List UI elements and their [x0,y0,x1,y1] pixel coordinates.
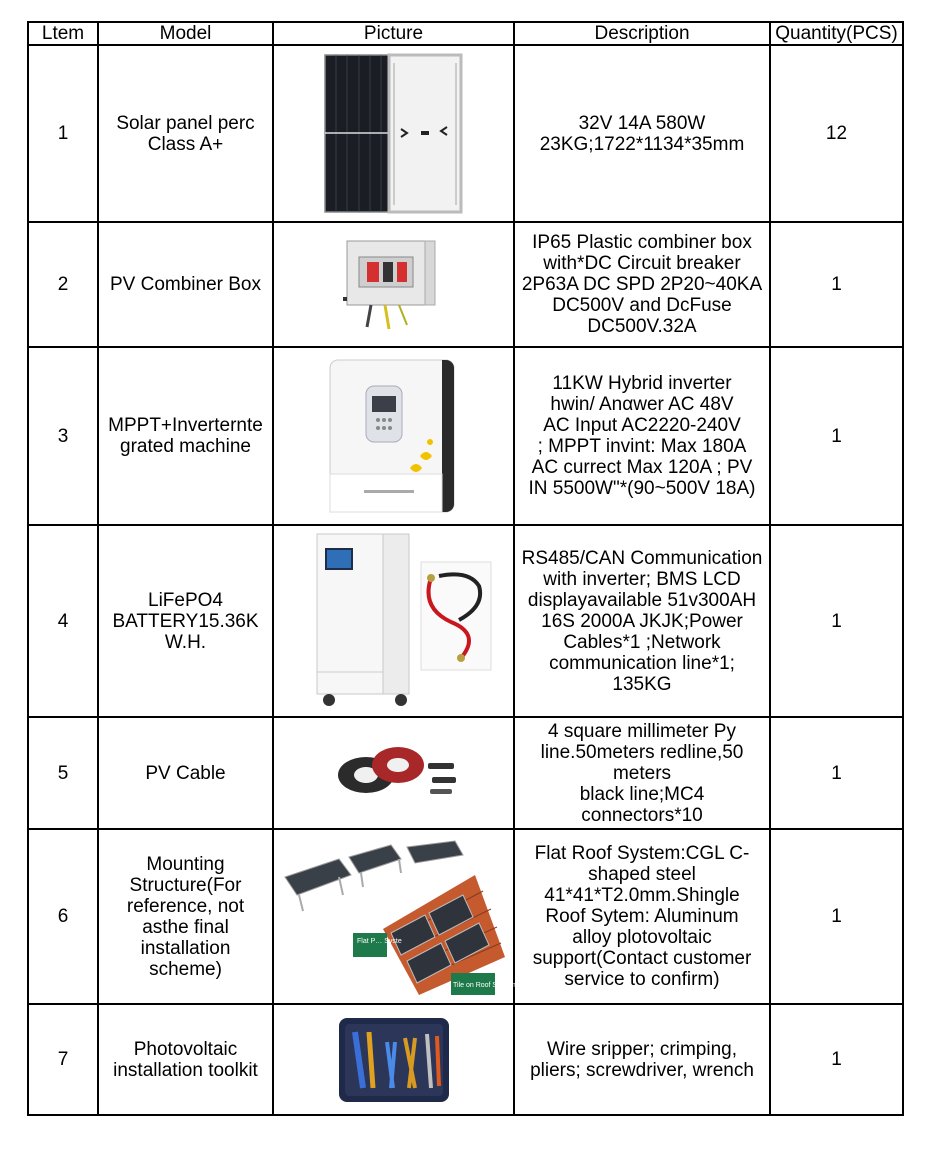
description-line: 4 square millimeter Py [548,720,736,742]
description-line: support(Contact customer [532,948,752,969]
description-line: DC500V and DcFuse [552,295,732,316]
mounting-structure-image [273,829,514,1004]
model-line: LiFePO4 [148,589,223,611]
description-line: 41*41*T2.0mm.Shingle [544,885,740,906]
item-number: 6 [28,829,98,1004]
model-line: Photovoltaic [133,1038,238,1060]
description-line: Wire sripper; crimping, [546,1038,738,1060]
model-line: PV Cable [145,762,226,784]
description-line: IN 5500W"*(90~500V 18A) [528,478,756,499]
description-line: 11KW Hybrid inverter [552,373,732,394]
model-line: Class A+ [147,133,224,155]
quantity-cell: 1 [770,222,903,347]
description-line: AC Input AC2220-240V [543,415,741,436]
description-line: service to confirm) [564,969,720,990]
model-line: Structure(For [129,874,242,896]
table-row [28,1004,903,1115]
table-header-row [28,22,903,45]
model-line: installation [140,937,231,959]
quantity-cell: 1 [770,525,903,717]
quantity-cell: 1 [770,829,903,1004]
solar-panel-image [273,45,514,222]
model-cell [98,347,273,525]
description-line: hwin/ Anαwer AC 48V [550,394,734,415]
description-line: 2P63A DC SPD 2P20~40KA [521,274,763,295]
quantity-cell: 1 [770,347,903,525]
description-line: shaped steel [588,864,696,885]
pv-cable-image [273,717,514,829]
model-cell [98,1004,273,1115]
model-line: Solar panel perc [116,112,255,134]
description-line: pliers; screwdriver, wrench [530,1059,754,1081]
model-line: Mounting [146,853,225,875]
description-cell [514,1004,770,1115]
description-line: connectors*10 [581,804,703,826]
description-line: alloy plotovoltaic [572,927,712,948]
description-line: meters [612,762,672,784]
description-line: 23KG;1722*1134*35mm [539,133,745,155]
description-line: 135KG [612,673,672,695]
model-cell [98,525,273,717]
item-number: 4 [28,525,98,717]
description-cell [514,525,770,717]
model-line: MPPT+Inverternte [108,415,263,436]
description-line: AC currect Max 120A ; PV [531,457,753,478]
model-line: asthe final [142,916,229,938]
description-line: with*DC Circuit breaker [543,253,741,274]
header-quantity: Quantity(PCS) [770,22,903,45]
description-line: with inverter; BMS LCD [543,568,741,590]
table-row [28,222,903,347]
table-row [28,525,903,717]
description-cell [514,829,770,1004]
header-model: Model [98,22,273,45]
quantity-cell: 1 [770,1004,903,1115]
description-line: DC500V.32A [587,316,697,337]
model-cell [98,222,273,347]
toolkit-image [273,1004,514,1115]
combiner-box-image [273,222,514,347]
item-number: 7 [28,1004,98,1115]
tile-roof-label: Tile on Roof System [452,981,516,989]
header-item: Ltem [28,22,98,45]
table-row [28,347,903,525]
flat-roof-label: Flat P… Syste [356,937,402,945]
model-cell [98,829,273,1004]
description-cell [514,45,770,222]
item-number: 1 [28,45,98,222]
description-line: line.50meters redline,50 [540,741,744,763]
model-line: scheme) [149,958,222,980]
description-cell [514,717,770,829]
item-number: 3 [28,347,98,525]
description-line: Cables*1 ;Network [563,631,721,653]
description-line: ; MPPT invint: Max 180A [537,436,747,457]
item-number: 5 [28,717,98,829]
header-picture: Picture [273,22,514,45]
table-row [28,45,903,222]
table-row [28,717,903,829]
description-line: black line;MC4 [579,783,705,805]
table-row [28,829,903,1004]
model-cell [98,717,273,829]
product-table [27,21,904,1116]
inverter-image [273,347,514,525]
description-line: IP65 Plastic combiner box [532,232,752,253]
model-line: BATTERY15.36K [112,610,259,632]
description-line: communication line*1; [549,652,735,674]
description-cell [514,347,770,525]
description-line: RS485/CAN Communication [521,547,763,569]
header-description: Description [514,22,770,45]
description-line: Flat Roof System:CGL C- [534,843,750,864]
quantity-cell: 1 [770,717,903,829]
description-line: 32V 14A 580W [578,112,706,134]
description-line: 16S 2000A JKJK;Power [541,610,743,632]
quantity-cell: 12 [770,45,903,222]
model-line: PV Combiner Box [109,274,261,295]
model-line: W.H. [164,631,207,653]
item-number: 2 [28,222,98,347]
model-line: installation toolkit [113,1059,258,1081]
description-cell [514,222,770,347]
model-line: reference, not [126,895,245,917]
model-cell [98,45,273,222]
description-line: displayavailable 51v300AH [527,589,757,611]
model-line: grated machine [120,436,251,457]
battery-image [273,525,514,717]
description-line: Roof Sytem: Aluminum [545,906,739,927]
